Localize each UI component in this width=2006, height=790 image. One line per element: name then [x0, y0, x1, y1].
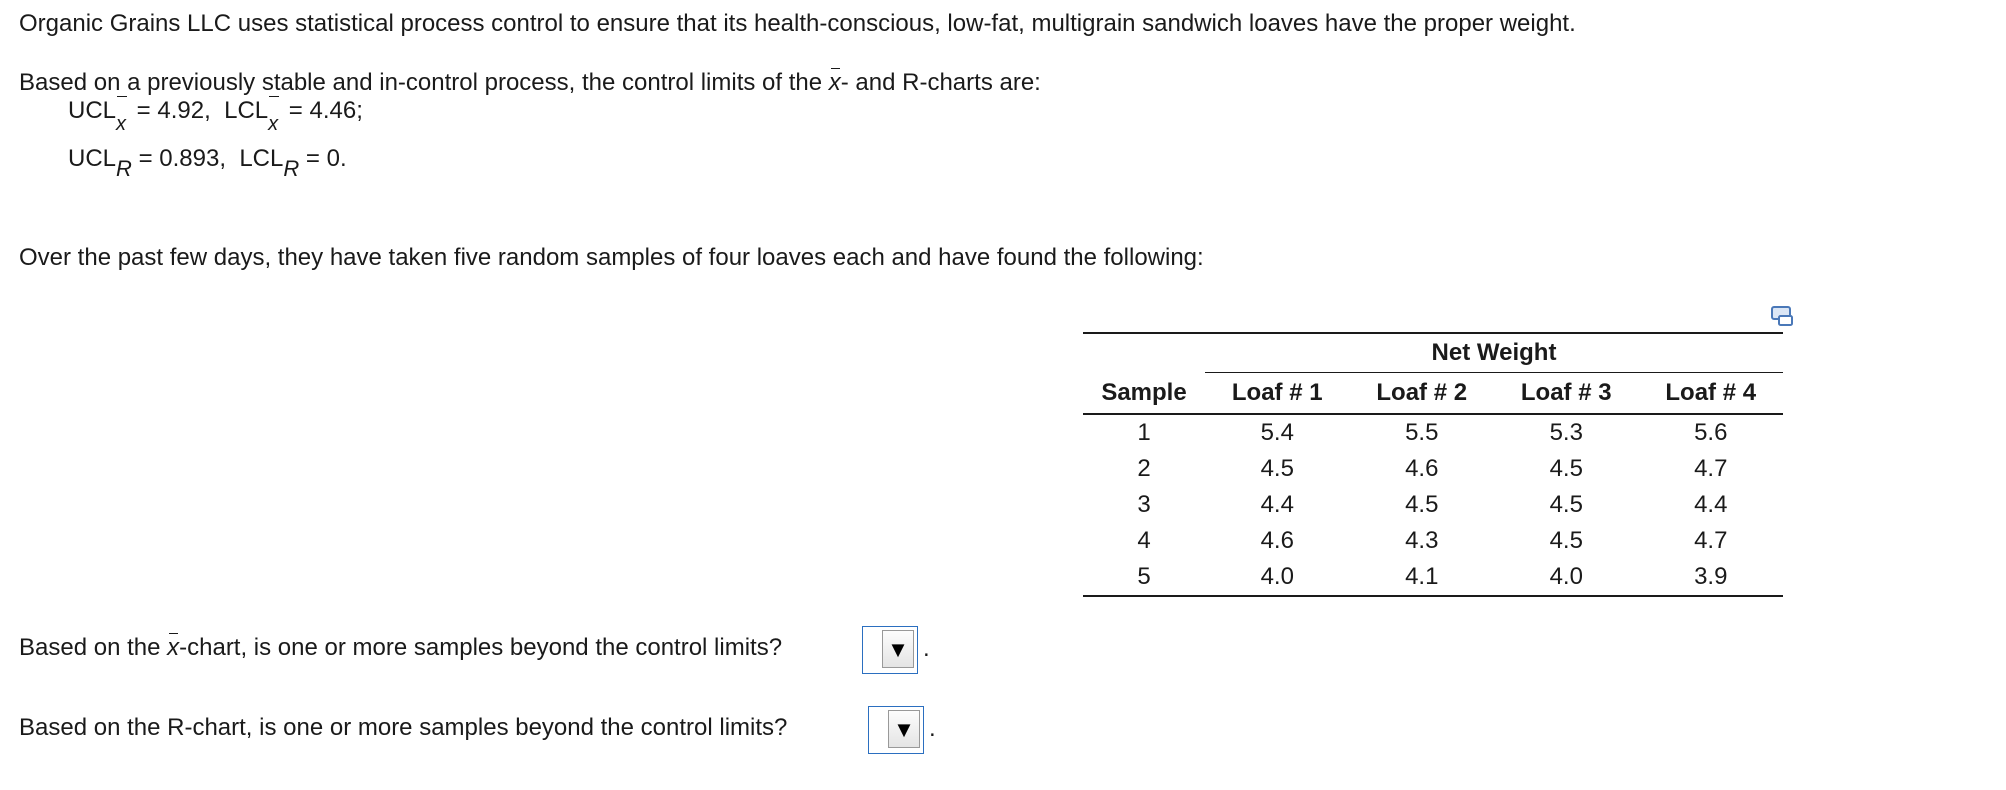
loaf-column-header: Loaf # 4	[1639, 373, 1784, 415]
question-x-end: -chart, is one or more samples beyond the control limits?	[179, 634, 783, 661]
lcl-x-value: = 4.46;	[282, 97, 363, 124]
weight-cell: 4.0	[1494, 559, 1639, 596]
r-chart-answer-dropdown[interactable]	[868, 706, 924, 754]
weight-cell: 4.5	[1549, 455, 1583, 482]
popout-icon[interactable]	[1771, 306, 1793, 326]
net-weight-table	[1083, 332, 1783, 597]
table-row	[1083, 451, 1783, 487]
weight-cell: 4.1	[1350, 559, 1495, 596]
lcl-r-value: = 0.	[299, 145, 347, 172]
weight-cell: 4.5	[1549, 527, 1583, 554]
weight-cell: 4.4	[1260, 491, 1294, 518]
x-sub-letter: x	[116, 113, 127, 135]
loaf-column-header: Loaf # 3	[1494, 373, 1639, 415]
r-subscript: R	[116, 156, 132, 181]
x-bar-symbol: x	[828, 69, 841, 96]
r-chart-limits	[68, 144, 347, 181]
weight-cell: 4.7	[1694, 455, 1728, 482]
weight-cell: 5.6	[1694, 419, 1728, 446]
limits-sentence-end: - and R-charts are:	[840, 69, 1041, 96]
dropdown-arrow-icon[interactable]: ▼	[888, 710, 920, 748]
limits-sentence	[19, 68, 1041, 98]
weight-cell: 4.4	[1694, 491, 1728, 518]
sample-number-cell: 5	[1083, 559, 1205, 596]
question-x-chart	[19, 633, 782, 663]
loaf-column-header: Loaf # 1	[1205, 373, 1350, 415]
x-bar-subscript	[268, 109, 282, 139]
sample-number-cell: 3	[1137, 491, 1151, 518]
weight-cell: 4.3	[1405, 527, 1439, 554]
weight-cell: 4.0	[1205, 559, 1350, 596]
limits-sentence-start: Based on a previously stable and in-control process, the control limits of the	[19, 69, 829, 96]
x-bar-symbol: x	[167, 634, 180, 661]
table-row	[1083, 487, 1783, 523]
dropdown-arrow-icon[interactable]: ▼	[882, 630, 914, 668]
period: .	[923, 635, 930, 662]
lcl-r-label: LCL	[239, 145, 284, 172]
ucl-x-label: UCL	[68, 97, 117, 124]
intro-text: Organic Grains LLC uses statistical process control to ensure that its health-conscious, low-fat, multigrain sandwich loaves have the proper weight.	[19, 10, 1576, 37]
ucl-r-label: UCL	[68, 145, 117, 172]
x-chart-answer-dropdown[interactable]	[862, 626, 918, 674]
question-x-start: Based on the	[19, 634, 168, 661]
table-row	[1083, 559, 1783, 596]
question-r-chart: Based on the R-chart, is one or more samples beyond the control limits?	[19, 714, 788, 741]
table-body	[1083, 414, 1783, 596]
sample-number-cell: 4	[1137, 527, 1151, 554]
weight-cell: 4.6	[1405, 455, 1439, 482]
lcl-x-label: LCL	[224, 97, 269, 124]
weight-cell: 4.5	[1405, 491, 1439, 518]
weight-cell: 4.5	[1549, 491, 1583, 518]
weight-cell: 4.7	[1694, 527, 1728, 554]
weight-cell: 5.5	[1405, 419, 1439, 446]
weight-cell: 5.4	[1260, 419, 1294, 446]
sample-column-header: Sample	[1083, 373, 1205, 415]
net-weight-header: Net Weight	[1205, 333, 1783, 373]
sample-number-cell: 2	[1137, 455, 1151, 482]
ucl-r-value: = 0.893,	[131, 145, 226, 172]
table-row	[1083, 523, 1783, 559]
weight-cell: 5.3	[1549, 419, 1583, 446]
r-subscript: R	[283, 156, 300, 181]
weight-cell: 4.5	[1260, 455, 1294, 482]
sample-number-cell: 1	[1137, 419, 1151, 446]
ucl-x-value: = 4.92,	[130, 97, 211, 124]
weight-cell: 3.9	[1639, 559, 1784, 596]
table-group-header-row	[1083, 333, 1783, 373]
x-sub-letter: x	[268, 113, 279, 135]
x-chart-limits	[68, 96, 363, 135]
table-header-row	[1083, 373, 1783, 415]
period: .	[929, 715, 936, 742]
loaf-column-header: Loaf # 2	[1350, 373, 1495, 415]
table-row	[1083, 414, 1783, 451]
table-header-spacer	[1083, 333, 1205, 373]
samples-sentence: Over the past few days, they have taken five random samples of four loaves each and have found the following:	[19, 244, 1204, 271]
weight-cell: 4.6	[1260, 527, 1294, 554]
x-bar-subscript	[116, 109, 130, 139]
